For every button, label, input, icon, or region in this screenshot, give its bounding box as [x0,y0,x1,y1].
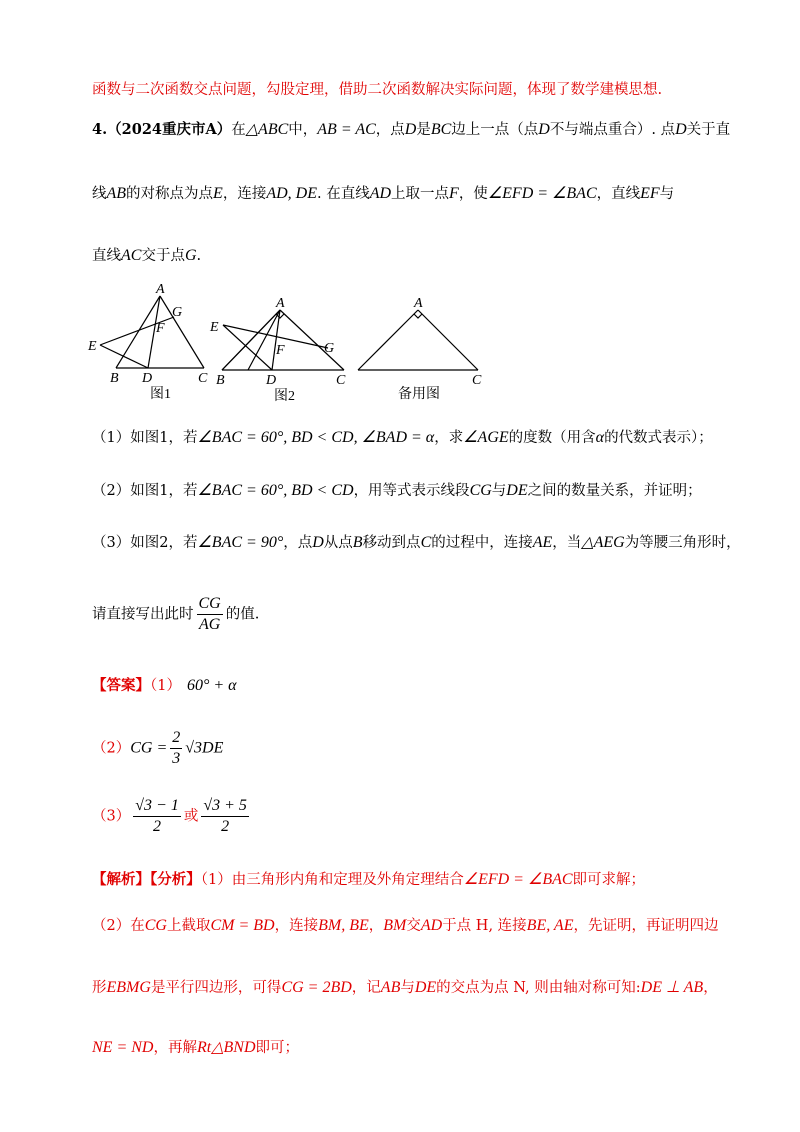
math: E [213,185,223,202]
math: ∠EFD = ∠BAC [487,185,597,202]
math: ∠EFD = ∠BAC [463,871,573,888]
text: 的值. [225,606,260,623]
text: ，当 [552,535,582,551]
numerator: CG [197,594,223,615]
figure-1 [100,296,204,368]
text: 或 [183,808,199,825]
math: CG = 2BD [281,979,352,996]
math: CG [469,482,492,499]
text: 不与端点重合）. 点 [549,122,676,138]
label-D: D [266,373,277,388]
problem-line-2 [92,182,674,203]
text: （3） [92,808,131,825]
math: DE [414,979,437,996]
text: 中， [288,122,318,138]
text: 上截取 [166,918,211,934]
text: 请直接写出此时 [92,606,194,623]
math: Rt△BND [196,1039,256,1056]
math: AB [380,979,401,996]
math: ∠AGE [463,429,509,446]
text: ， [703,980,718,996]
text: 交于点 [141,248,185,264]
text: 的对称点为点 [126,186,214,202]
numerator: √3 + 5 [201,796,249,817]
math: △ABC [245,121,289,138]
intro-text: 函数与二次函数交点问题，勾股定理，借助二次函数解决实际问题，体现了数学建模思想. [92,82,663,98]
text: 的过程中，连接 [431,535,533,551]
answer-3 [92,796,252,837]
text: 与 [659,186,675,202]
figure-2-caption: 图2 [274,389,295,402]
question-2 [92,479,702,500]
figure-1-caption: 图1 [150,387,171,402]
math: BE, AE [526,917,574,934]
answer-2 [92,728,223,769]
label-E: E [88,339,97,354]
text: 是 [416,122,431,138]
text: 边上一点（点 [451,122,539,138]
label-A: A [414,296,423,311]
text: （1） [150,678,181,694]
fraction [197,594,223,635]
label-B: B [216,373,225,388]
text: 交 [406,918,421,934]
analysis-1 [92,868,645,889]
text: （3）如图2，若 [92,535,198,551]
question-3 [92,531,741,552]
analysis-label: 【解析】【分析】 [92,871,201,888]
text: 上取一点 [391,186,450,202]
figure-3-labels [398,296,482,402]
label-C: C [472,373,482,388]
math: DE ⊥ AB [640,979,704,996]
math: D [675,121,687,138]
math: AE [532,534,553,551]
problem-line-3 [92,244,201,265]
text: 为等腰三角形时， [624,535,741,551]
text: 的代数式表示）； [604,430,713,446]
figure-3-caption: 备用图 [398,387,440,402]
text: ，直线 [596,186,641,202]
text: ，记 [351,980,381,996]
figure-1-labels [87,282,208,402]
fraction [201,796,249,837]
text: 即可求解； [572,872,646,888]
label-C: C [336,373,346,388]
text: 与 [491,483,507,499]
math: BM [383,917,407,934]
text: 的交点为点 N, 则由轴对称可知: [436,980,641,996]
math: AD, DE [266,185,317,202]
question-1 [92,426,713,447]
text: 形 [92,980,107,996]
math: △AEG [581,534,625,551]
problem-source: （2024重庆市A） [107,121,232,138]
math: D [312,534,324,551]
math: EF [640,185,660,202]
text: 线 [92,186,107,202]
math: B [352,534,363,551]
denominator: 3 [172,750,181,767]
text: 的度数（用含 [508,430,596,446]
label-C: C [198,371,208,386]
answer-1 [92,674,237,695]
text: ，点 [283,535,313,551]
label-A: A [156,282,165,297]
text: ，先证明，再证明四边 [573,918,719,934]
label-A: A [276,296,285,311]
text: ，求 [434,430,464,446]
text: （1）由三角形内角和定理及外角定理结合 [200,872,464,888]
text: （2）如图1，若 [92,483,198,499]
geometry-figures [80,282,500,402]
text: ， [368,918,384,934]
math: AC [121,247,142,264]
math: D [538,121,550,138]
text: 之间的数量关系，并证明； [527,483,702,499]
math: CM = BD [210,917,275,934]
text: （2）在 [92,918,145,934]
math: AB [106,185,127,202]
math: ∠BAC = 60°, BD < CD, ∠BAD = α [197,429,435,446]
denominator: 2 [221,818,230,835]
text: （2） [92,740,131,757]
math: ∠BAC = 90° [197,534,284,551]
label-B: B [110,371,119,386]
math: BM, BE [318,917,369,934]
problem-number: 4. [92,121,108,138]
text: 是平行四边形，可得 [150,980,282,996]
fraction [133,796,181,837]
math: EBMG [106,979,151,996]
text: ，点 [375,122,405,138]
math: 60° + α [186,677,237,694]
math: C [420,534,432,551]
text: ，用等式表示线段 [353,483,470,499]
text: . [196,248,202,264]
text: 移动到点 [362,535,421,551]
text: ，使 [458,186,488,202]
problem-line-1 [92,118,730,139]
question-3-cont [92,594,259,635]
numerator: √3 − 1 [133,796,181,817]
text: 于点 H, 连接 [442,918,527,934]
text: 直线 [92,248,121,264]
denominator: 2 [153,818,162,835]
figure-2 [222,310,344,370]
math: CG [144,917,167,934]
text: 关于直 [686,122,731,138]
math: DE [506,482,528,499]
text: ，再解 [153,1040,197,1056]
fraction [170,728,182,769]
math: G [184,247,197,264]
analysis-4 [92,1036,299,1057]
figure-3 [358,310,478,370]
label-G: G [172,305,183,320]
math: CG = [130,739,168,757]
text: 在 [231,122,246,138]
text: 即可； [255,1040,299,1056]
denominator: AG [198,616,221,633]
text: 与 [400,980,415,996]
math: NE = ND [92,1039,154,1056]
label-E: E [210,320,219,335]
text: ，连接 [222,186,267,202]
label-F: F [276,343,285,358]
answer-label: 【答案】 [92,677,150,694]
math: α [595,429,605,446]
math: F [449,185,459,202]
label-D: D [142,371,153,386]
math: D [404,121,417,138]
text: . 在直线 [316,186,370,202]
analysis-3 [92,976,718,997]
numerator: 2 [170,728,182,749]
math: BC [430,121,452,138]
math: AB = AC [317,121,376,138]
math: AD [420,917,443,934]
label-F: F [156,321,165,336]
math: ∠BAC = 60°, BD < CD [197,482,354,499]
math: √3DE [185,739,224,757]
text: （1）如图1，若 [92,430,198,446]
text: 从点 [323,535,353,551]
label-G: G [324,341,335,356]
text: ，连接 [274,918,319,934]
analysis-2 [92,914,718,935]
math: AD [369,185,392,202]
